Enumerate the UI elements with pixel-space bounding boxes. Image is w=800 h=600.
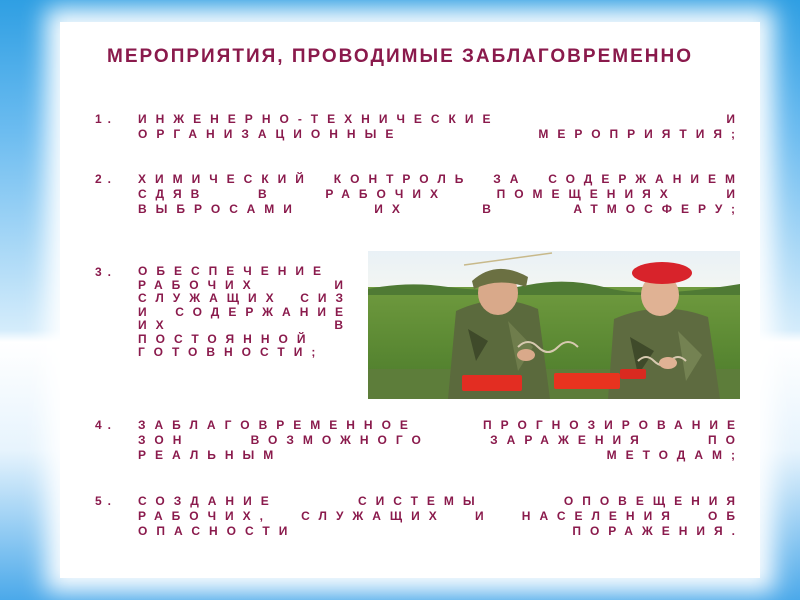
item-1-text: ИНЖЕНЕРНО-ТЕХНИЧЕСКИЕ И ОРГАНИЗАЦИОННЫЕ МЕРОПРИЯТИЯ; <box>138 112 744 141</box>
photo-two-cadets-with-equipment <box>368 251 740 399</box>
item-2-text: ХИМИЧЕСКИЙ КОНТРОЛЬ ЗА СОДЕРЖАНИЕМ СДЯВ В РАБОЧИХ ПОМЕЩЕНИЯХ И ВЫБРОСАМИ ИХ В АТМОСФЕРУ; <box>138 172 744 216</box>
item-3-number: 3. <box>95 265 118 279</box>
item-2-number: 2. <box>95 172 118 186</box>
item-3-text: ОБЕСПЕЧЕНИЕ РАБОЧИХ И СЛУЖАЩИХ СИЗ И СОДЕРЖАНИЕ ИХ В ПОСТОЯННОЙ ГОТОВНОСТИ; <box>138 264 352 359</box>
item-4-text: ЗАБЛАГОВРЕМЕННОЕ ПРОГНОЗИРОВАНИЕ ЗОН ВОЗМОЖНОГО ЗАРАЖЕНИЯ ПО РЕАЛЬНЫМ МЕТОДАМ; <box>138 418 744 462</box>
item-1-number: 1. <box>95 112 118 126</box>
item-4-number: 4. <box>95 418 118 432</box>
item-5-text: СОЗДАНИЕ СИСТЕМЫ ОПОВЕЩЕНИЯ РАБОЧИХ, СЛУЖАЩИХ И НАСЕЛЕНИЯ ОБ ОПАСНОСТИ ПОРАЖЕНИЯ. <box>138 494 744 538</box>
item-5-number: 5. <box>95 494 118 508</box>
slide-title: МЕРОПРИЯТИЯ, ПРОВОДИМЫЕ ЗАБЛАГОВРЕМЕННО <box>107 46 693 67</box>
